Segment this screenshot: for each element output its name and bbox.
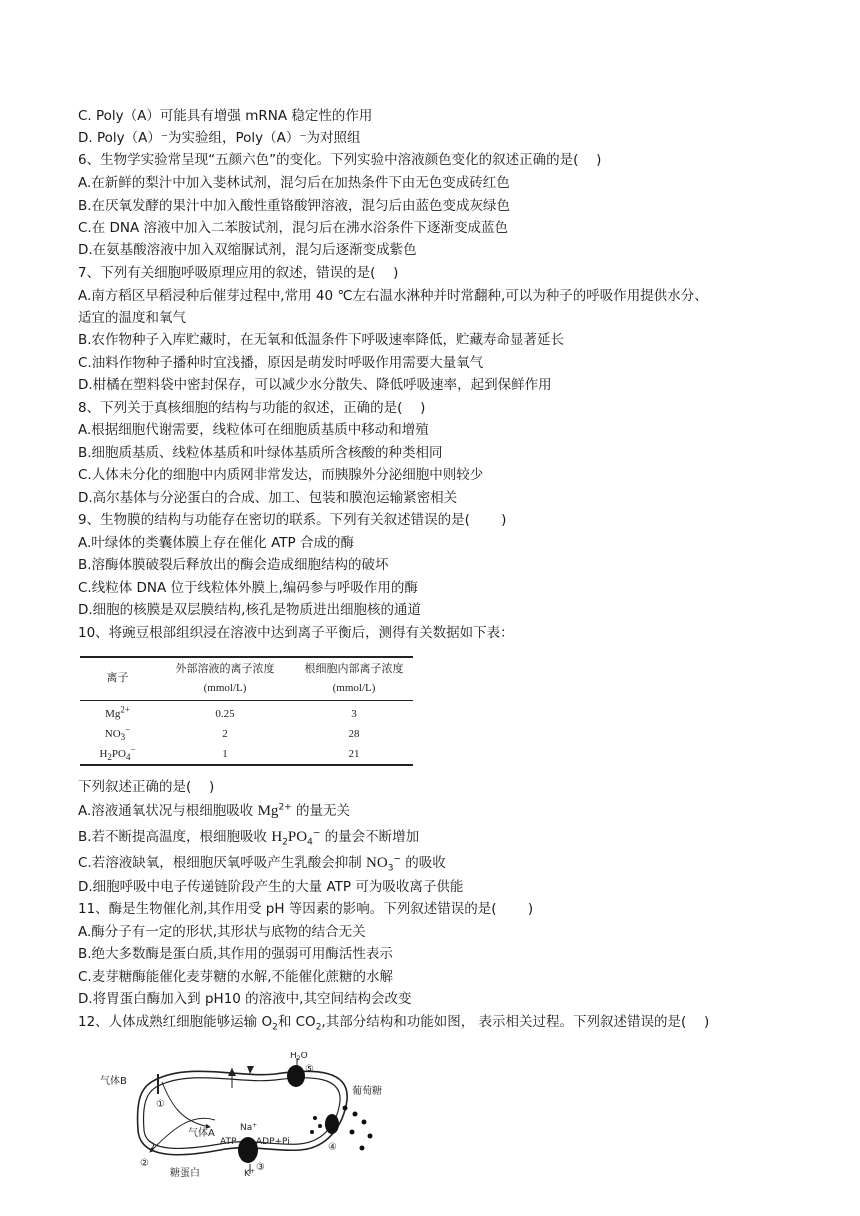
text-line-l13: D.柑橘在塑料袋中密封保存，可以减少水分散失、降低呼吸速率，起到保鲜作用 xyxy=(78,377,552,393)
text-line-l9: A.南方稻区早稻浸种后催芽过程中,常用 40 ℃左右温水淋种并时常翻种,可以为种子的呼吸作用提供水分、 xyxy=(78,288,708,304)
text-line-l30: D.细胞呼吸中电子传递链阶段产生的大量 ATP 可为吸收离子供能 xyxy=(78,879,464,895)
table-header-ion: 离子 xyxy=(106,672,129,684)
text-line-l20: A.叶绿体的类囊体膜上存在催化 ATP 合成的酶 xyxy=(78,535,354,551)
text-line-l8: 7、下列有关细胞呼吸原理应用的叙述，错误的是( ) xyxy=(78,265,399,281)
label-circle-5: ⑤ xyxy=(305,1064,314,1075)
text-line-l32: A.酶分子有一定的形状,其形状与底物的结合无关 xyxy=(78,924,366,940)
text-line-l16: B.细胞质基质、线粒体基质和叶绿体基质所含核酸的种类相同 xyxy=(78,445,443,461)
table-header-internal-unit: (mmol/L) xyxy=(332,682,376,694)
text-line-l22: C.线粒体 DNA 位于线粒体外膜上,编码参与呼吸作用的酶 xyxy=(78,580,418,596)
q10-option-b: B.若不断提高温度，根细胞吸收 $H_2PO_4^-$ 的量会不断增加 xyxy=(78,828,420,848)
table-row-h2po4-external: 1 xyxy=(222,748,228,760)
table-row-mg-internal: 3 xyxy=(351,708,357,720)
label-glycoprotein: 糖蛋白 xyxy=(170,1168,200,1177)
text-line-l23: D.细胞的核膜是双层膜结构,核孔是物质进出细胞核的通道 xyxy=(78,602,421,618)
text-line-l33: B.绝大多数酶是蛋白质,其作用的强弱可用酶活性表示 xyxy=(78,946,393,962)
table-row-no3-ion: $NO_3^-$ xyxy=(104,724,131,743)
table-header-external: 外部溶液的离子浓度 xyxy=(175,663,275,675)
red-blood-cell-diagram xyxy=(100,1052,390,1177)
label-k: K+ xyxy=(244,1168,255,1177)
label-atp: ATP xyxy=(220,1137,237,1147)
text-line-l4: A.在新鲜的梨汁中加入斐林试剂，混匀后在加热条件下由无色变成砖红色 xyxy=(78,175,510,191)
text-line-l1: C. Poly（A）可能具有增强 mRNA 稳定性的作用 xyxy=(78,108,373,124)
q12-stem: 12、人体成熟红细胞能够运输 $O_2$和 $CO_2$,其部分结构和功能如图， 表示相关过程。下列叙述错误的是( ) xyxy=(78,1014,710,1033)
text-line-l24: 10、将豌豆根部组织浸在溶液中达到离子平衡后，测得有关数据如下表： xyxy=(78,625,514,641)
table-header-internal: 根细胞内部离子浓度 xyxy=(304,663,404,675)
text-line-l34: C.麦芽糖酶能催化麦芽糖的水解,不能催化蔗糖的水解 xyxy=(78,969,394,985)
text-line-l12: C.油料作物种子播种时宜浅播，原因是萌发时呼吸作用需要大量氧气 xyxy=(78,355,484,371)
table-header-rule xyxy=(80,700,413,701)
table-row-no3-external: 2 xyxy=(222,728,228,740)
table-top-rule xyxy=(80,656,413,658)
text-line-l35: D.将胃蛋白酶加入到 pH10 的溶液中,其空间结构会改变 xyxy=(78,991,412,1007)
label-adp: ADP+Pi xyxy=(256,1137,290,1147)
text-line-l21: B.溶酶体膜破裂后释放出的酶会造成细胞结构的破坏 xyxy=(78,557,389,573)
table-row-mg-external: 0.25 xyxy=(215,708,235,720)
label-glucose: 葡萄糖 xyxy=(352,1086,382,1097)
table-row-h2po4-ion: $H_2PO_4^-$ xyxy=(99,744,136,763)
text-line-l15: A.根据细胞代谢需要，线粒体可在细胞质基质中移动和增殖 xyxy=(78,422,429,438)
label-water: $H_2O$ xyxy=(290,1052,308,1062)
text-line-l31: 11、酶是生物催化剂,其作用受 pH 等因素的影响。下列叙述错误的是( ) xyxy=(78,901,534,917)
label-circle-2: ② xyxy=(140,1158,149,1169)
table-row-no3-internal: 28 xyxy=(348,728,360,740)
table-header-external-unit: (mmol/L) xyxy=(203,682,247,694)
q10-option-c: C.若溶液缺氧，根细胞厌氧呼吸产生乳酸会抑制 $NO_3^-$ 的吸收 xyxy=(78,854,446,874)
text-line-l3: 6、生物学实验常呈现“五颜六色”的变化。下列实验中溶液颜色变化的叙述正确的是( ) xyxy=(78,152,602,168)
text-line-l10: 适宜的温度和氧气 xyxy=(78,310,186,326)
text-line-l19: 9、生物膜的结构与功能存在密切的联系。下列有关叙述错误的是( ) xyxy=(78,512,507,528)
text-line-l18: D.高尔基体与分泌蛋白的合成、加工、包装和膜泡运输紧密相关 xyxy=(78,490,458,506)
ion-concentration-table xyxy=(80,656,413,766)
cell-membrane-inner xyxy=(144,1078,341,1149)
text-line-l17: C.人体未分化的细胞中内质网非常发达，而胰腺外分泌细胞中则较少 xyxy=(78,467,484,483)
text-line-l6: C.在 DNA 溶液中加入二苯胺试剂，混匀后在沸水浴条件下逐渐变成蓝色 xyxy=(78,220,509,236)
table-row-mg-ion: $Mg^{2+}$ xyxy=(105,704,130,720)
label-circle-1: ① xyxy=(156,1099,165,1110)
table-row-h2po4-internal: 21 xyxy=(348,748,360,760)
q10-option-a: A.溶液通氧状况与根细胞吸收 $Mg^{2+}$ 的量无关 xyxy=(78,802,351,819)
label-na: Na+ xyxy=(240,1122,258,1133)
text-line-l5: B.在厌氧发酵的果汁中加入酸性重铬酸钾溶液，混匀后由蓝色变成灰绿色 xyxy=(78,198,511,214)
text-line-l25: 下列叙述正确的是( ) xyxy=(78,779,215,795)
table-bottom-rule xyxy=(80,764,413,766)
text-line-l2: D. Poly（A）⁻为实验组，Poly（A）⁻为对照组 xyxy=(78,130,361,146)
text-line-l11: B.农作物种子入库贮藏时，在无氧和低温条件下呼吸速率降低，贮藏寿命显著延长 xyxy=(78,332,565,348)
label-circle-3: ③ xyxy=(256,1162,265,1173)
text-line-l7: D.在氨基酸溶液中加入双缩脲试剂，混匀后逐渐变成紫色 xyxy=(78,242,417,258)
label-circle-4: ④ xyxy=(328,1142,337,1153)
label-gas-b: 气体B xyxy=(100,1076,127,1087)
label-gas-a: 气体A xyxy=(188,1128,215,1139)
text-line-l14: 8、下列关于真核细胞的结构与功能的叙述，正确的是( ) xyxy=(78,400,426,416)
